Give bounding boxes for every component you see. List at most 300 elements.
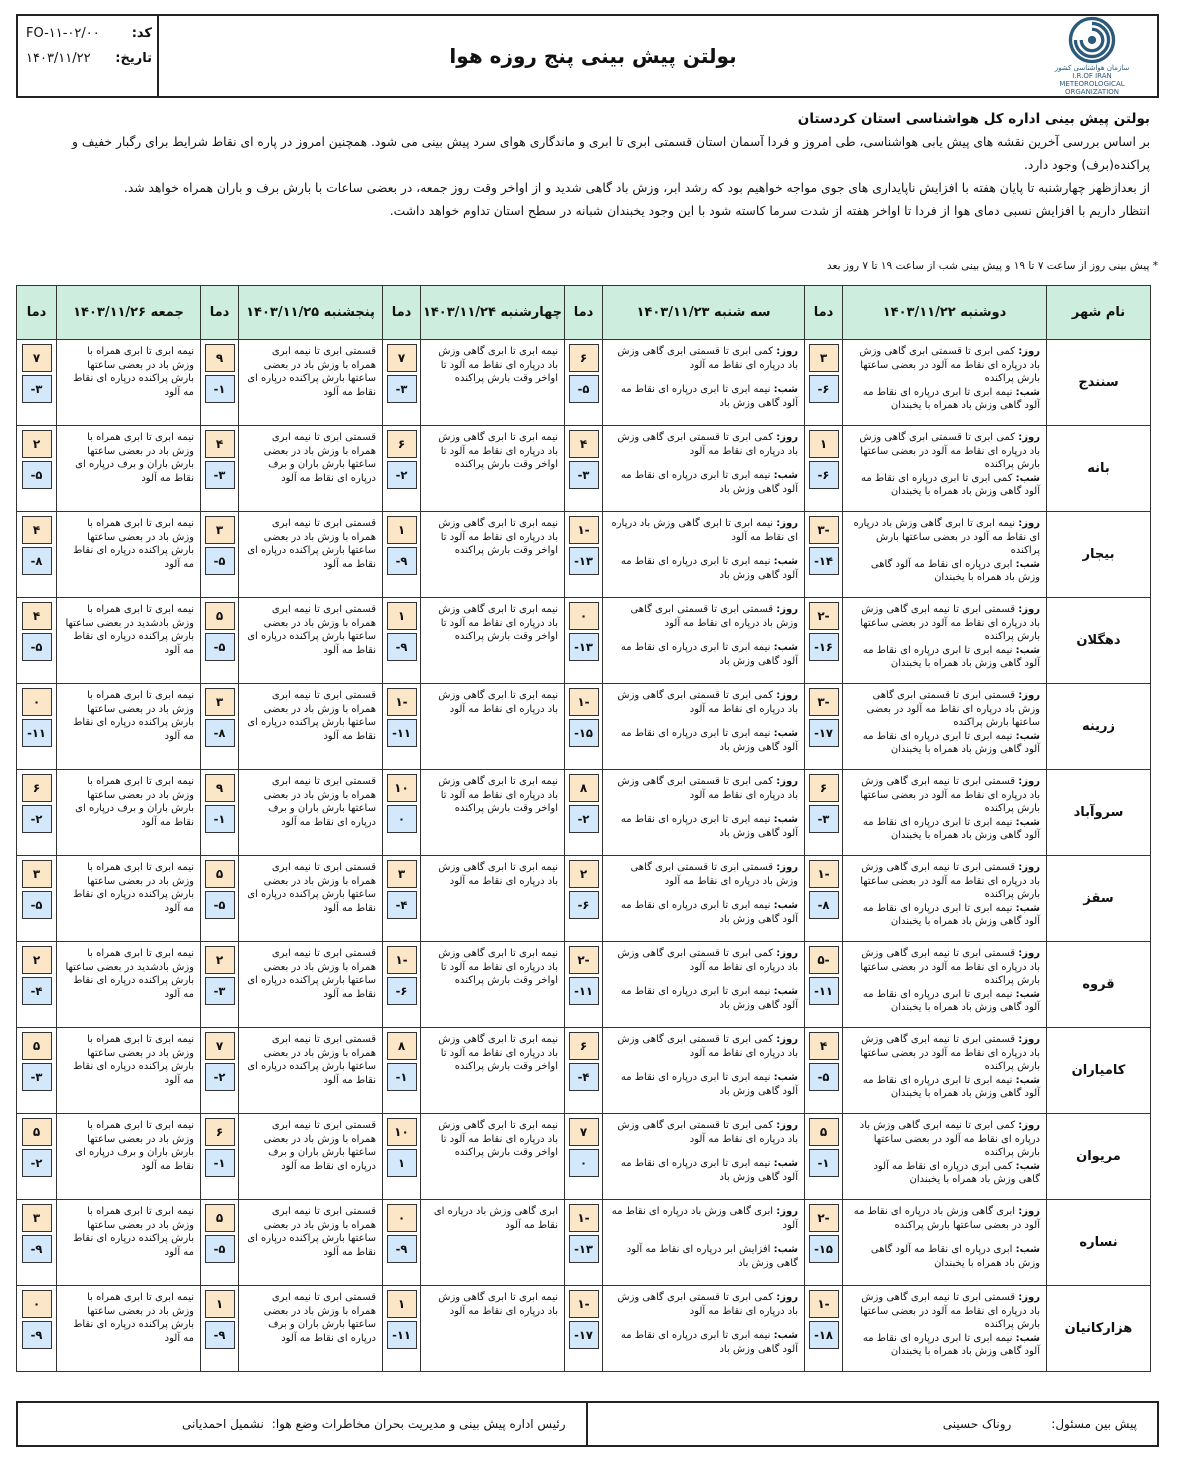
- night-label: شب:: [773, 814, 798, 825]
- intro-paragraph: از بعدازظهر چهارشنبه تا پایان هفته با افزایش ناپایداری های جوی مواجه خواهیم بود که رشد ابر، وزش باد گاهی شدید و از اواخر وقت روز جمعه، در بعضی ساعات با بارش برف و باران همراه خواهد شد.: [123, 181, 1150, 195]
- temperature-box: [569, 1118, 599, 1177]
- min-temperature: -۱۳: [569, 547, 599, 575]
- temperature-box: [205, 516, 235, 575]
- forecast-cell: نیمه ابری تا ابری گاهی وزش باد درپاره ای نقاط مه آلود: [421, 1286, 565, 1372]
- temperature-box: [569, 688, 599, 747]
- max-temperature: ۱: [809, 430, 839, 458]
- forecast-cell: ابری گاهی وزش باد درپاره ای نقاط مه آلود: [421, 1200, 565, 1286]
- forecast-cell: نیمه ابری تا ابری همراه با وزش باد در بعضی ساعتها بارش پراکنده درپاره ای نقاط مه آلود: [57, 1028, 201, 1114]
- max-temperature: ۷: [22, 344, 52, 372]
- max-temperature: ۱: [387, 1290, 417, 1318]
- day-label: روز:: [1018, 346, 1040, 357]
- column-header-day: دوشنبه ۱۴۰۳/۱۱/۲۲: [843, 286, 1047, 340]
- day-forecast-text: کمی ابری تا قسمتی ابری گاهی وزش باد درپاره ای نقاط مه آلود: [617, 1292, 798, 1317]
- night-forecast: [863, 817, 1040, 842]
- temperature-box: [22, 688, 52, 747]
- day-forecast-text: کمی ابری تا قسمتی ابری گاهی وزش باد درپاره ای نقاط مه آلود: [617, 690, 798, 715]
- night-forecast-text: افزایش ابر درپاره ای نقاط مه آلود گاهی وزش باد: [626, 1244, 798, 1269]
- temperature-cell: [201, 426, 239, 512]
- forecast-cell: قسمتی ابری تا نیمه ابری همراه با وزش باد در بعضی ساعتها بارش پراکنده درپاره ای نقاط مه آلود: [239, 684, 383, 770]
- temperature-cell: [17, 1286, 57, 1372]
- day-label: روز:: [1018, 1206, 1040, 1217]
- night-label: شب:: [1015, 988, 1040, 1000]
- temperature-box: [22, 1290, 52, 1349]
- forecast-cell: قسمتی ابری تا نیمه ابری همراه با وزش باد در بعضی ساعتها بارش باران و برف درپاره ای نقاط مه آلود: [239, 770, 383, 856]
- min-temperature: -۱۵: [569, 719, 599, 747]
- column-header-temp: دما: [565, 286, 603, 340]
- temperature-cell: [565, 1114, 603, 1200]
- temperature-cell: [201, 770, 239, 856]
- min-temperature: ۰: [569, 1149, 599, 1177]
- night-forecast: [863, 903, 1040, 928]
- min-temperature: -۱: [205, 805, 235, 833]
- min-temperature: -۱۴: [809, 547, 839, 575]
- night-label: شب:: [1015, 1160, 1040, 1172]
- min-temperature: -۳: [387, 375, 417, 403]
- max-temperature: -۱: [569, 1204, 599, 1232]
- min-temperature: -۵: [809, 1063, 839, 1091]
- max-temperature: ۵: [22, 1118, 52, 1146]
- temperature-box: [22, 774, 52, 833]
- column-header-city: نام شهر: [1047, 286, 1151, 340]
- temperature-box: [569, 516, 599, 575]
- temperature-box: [809, 516, 839, 575]
- column-header-temp: دما: [383, 286, 421, 340]
- max-temperature: ۳: [387, 860, 417, 888]
- date-label: تاریخ:: [115, 51, 152, 66]
- day-forecast: [849, 1291, 1040, 1332]
- temperature-box: [22, 1118, 52, 1177]
- temperature-cell: [383, 1028, 421, 1114]
- max-temperature: -۱: [809, 1290, 839, 1318]
- max-temperature: ۸: [569, 774, 599, 802]
- temperature-box: [569, 1204, 599, 1263]
- night-forecast-text: نیمه ابری تا ابری درپاره ای نقاط مه آلود گاهی وزش باد همراه با یخبندان: [862, 902, 1040, 927]
- temperature-cell: [805, 684, 843, 770]
- min-temperature: ۰: [387, 805, 417, 833]
- max-temperature: ۷: [205, 1032, 235, 1060]
- temperature-box: [569, 1032, 599, 1091]
- temperature-cell: [201, 942, 239, 1028]
- max-temperature: ۱: [387, 602, 417, 630]
- max-temperature: ۶: [569, 344, 599, 372]
- column-header-temp: دما: [17, 286, 57, 340]
- min-temperature: -۱۶: [809, 633, 839, 661]
- day-forecast-text: کمی ابری تا قسمتی ابری گاهی وزش باد درپاره ای نقاط مه آلود: [617, 1034, 798, 1059]
- temperature-box: [809, 430, 839, 489]
- max-temperature: ۳: [22, 1204, 52, 1232]
- max-temperature: ۰: [22, 1290, 52, 1318]
- day-label: روز:: [776, 1120, 798, 1131]
- min-temperature: -۵: [22, 461, 52, 489]
- temperature-box: [22, 1032, 52, 1091]
- temperature-box: [22, 602, 52, 661]
- max-temperature: -۵: [809, 946, 839, 974]
- day-forecast: [849, 517, 1040, 558]
- city-name: مریوان: [1047, 1114, 1151, 1200]
- forecast-cell: نیمه ابری تا ابری گاهی وزش باد درپاره ای نقاط مه آلود تا اواخر وقت بارش پراکنده: [421, 942, 565, 1028]
- night-forecast: [621, 470, 798, 495]
- day-forecast: [849, 603, 1040, 644]
- temperature-box: [809, 1204, 839, 1263]
- day-forecast-text: کمی ابری تا نیمه ابری گاهی وزش باد درپاره ای نقاط مه آلود در بعضی ساعتها بارش پراکنده: [859, 1120, 1040, 1158]
- bulletin-footer: [16, 1401, 1159, 1447]
- night-forecast: [621, 642, 798, 667]
- code-value: FO-۱۱-۰۲/۰۰: [26, 26, 100, 41]
- forecast-cell: [603, 426, 805, 512]
- min-temperature: -۱۳: [569, 1235, 599, 1263]
- forecast-time-note: * پیش بینی روز از ساعت ۷ تا ۱۹ و پیش بینی شب از ساعت ۱۹ تا ۷ روز بعد: [827, 260, 1158, 272]
- day-forecast-text: کمی ابری تا قسمتی ابری گاهی وزش باد درپاره ای نقاط مه آلود: [617, 1120, 798, 1145]
- night-label: شب:: [1015, 558, 1040, 570]
- max-temperature: ۲: [22, 946, 52, 974]
- forecast-cell: نیمه ابری تا ابری گاهی وزش باد درپاره ای نقاط مه آلود تا اواخر وقت بارش پراکنده: [421, 770, 565, 856]
- night-label: شب:: [773, 1330, 798, 1341]
- day-forecast-text: کمی ابری تا قسمتی ابری گاهی وزش باد درپاره ای نقاط مه آلود در بعضی ساعتها بارش پراکنده: [859, 432, 1040, 470]
- forecast-cell: نیمه ابری تا ابری گاهی وزش باد درپاره ای نقاط مه آلود تا اواخر وقت بارش پراکنده: [421, 598, 565, 684]
- temperature-box: [22, 344, 52, 403]
- forecast-cell: قسمتی ابری تا نیمه ابری همراه با وزش باد در بعضی ساعتها بارش باران و برف درپاره ای نقاط مه آلود: [239, 1114, 383, 1200]
- day-forecast: [849, 775, 1040, 816]
- day-forecast-text: قسمتی ابری تا نیمه ابری گاهی وزش باد درپاره ای نقاط مه آلود در بعضی ساعتها بارش پراکنده: [860, 1034, 1040, 1072]
- day-forecast-text: کمی ابری تا قسمتی ابری گاهی وزش باد درپاره ای نقاط مه آلود: [617, 776, 798, 801]
- max-temperature: ۵: [22, 1032, 52, 1060]
- temperature-box: [809, 1290, 839, 1349]
- temperature-cell: [383, 598, 421, 684]
- temperature-box: [205, 1118, 235, 1177]
- min-temperature: -۳: [205, 977, 235, 1005]
- temperature-cell: [383, 1286, 421, 1372]
- forecast-cell: نیمه ابری تا ابری گاهی وزش باد درپاره ای نقاط مه آلود تا اواخر وقت بارش پراکنده: [421, 340, 565, 426]
- day-forecast-text: قسمتی ابری تا نیمه ابری گاهی وزش باد درپاره ای نقاط مه آلود در بعضی ساعتها بارش پراکنده: [860, 862, 1040, 900]
- day-forecast: [849, 861, 1040, 902]
- day-label: روز:: [776, 1034, 798, 1045]
- column-header-temp: دما: [201, 286, 239, 340]
- max-temperature: -۱: [387, 946, 417, 974]
- min-temperature: -۳: [205, 461, 235, 489]
- day-forecast: [609, 603, 798, 641]
- night-forecast-text: نیمه ابری تا ابری درپاره ای نقاط مه آلود گاهی وزش باد همراه با یخبندان: [862, 1332, 1040, 1357]
- min-temperature: -۹: [387, 633, 417, 661]
- day-forecast-text: قسمتی ابری تا نیمه ابری گاهی وزش باد درپاره ای نقاط مه آلود در بعضی ساعتها بارش پراکنده: [860, 604, 1040, 642]
- forecast-cell: نیمه ابری تا ابری همراه با وزش باد در بعضی ساعتها بارش پراکنده درپاره ای نقاط مه آلود: [57, 856, 201, 942]
- max-temperature: ۵: [809, 1118, 839, 1146]
- day-label: روز:: [776, 862, 798, 873]
- day-forecast: [609, 1205, 798, 1243]
- night-forecast-text: نیمه ابری تا ابری درپاره ای نقاط مه آلود گاهی وزش باد همراه با یخبندان: [862, 644, 1040, 669]
- night-label: شب:: [773, 556, 798, 567]
- column-header-day: جمعه ۱۴۰۳/۱۱/۲۶: [57, 286, 201, 340]
- table-row: [17, 1114, 1151, 1200]
- min-temperature: -۵: [22, 891, 52, 919]
- temperature-box: [387, 688, 417, 747]
- bulletin-header: [16, 14, 1159, 98]
- temperature-box: [387, 1204, 417, 1263]
- temperature-box: [809, 946, 839, 1005]
- night-label: شب:: [1015, 644, 1040, 656]
- night-label: شب:: [1015, 472, 1040, 484]
- min-temperature: -۱۸: [809, 1321, 839, 1349]
- night-forecast: [621, 384, 798, 409]
- temperature-box: [387, 774, 417, 833]
- city-name: نساره: [1047, 1200, 1151, 1286]
- temperature-cell: [17, 340, 57, 426]
- temperature-cell: [805, 856, 843, 942]
- forecast-cell: نیمه ابری تا ابری همراه با وزش باد در بعضی ساعتها بارش باران و برف درپاره ای نقاط مه آلود: [57, 426, 201, 512]
- min-temperature: -۱۵: [809, 1235, 839, 1263]
- temperature-box: [205, 774, 235, 833]
- temperature-cell: [805, 1114, 843, 1200]
- temperature-box: [22, 946, 52, 1005]
- forecast-cell: قسمتی ابری تا نیمه ابری همراه با وزش باد در بعضی ساعتها بارش پراکنده درپاره ای نقاط مه آلود: [239, 598, 383, 684]
- column-header-temp: دما: [805, 286, 843, 340]
- min-temperature: -۱: [205, 375, 235, 403]
- night-forecast-text: نیمه ابری تا ابری درپاره ای نقاط مه آلود گاهی وزش باد همراه با یخبندان: [862, 988, 1040, 1013]
- night-forecast: [863, 1333, 1040, 1358]
- temperature-cell: [17, 684, 57, 770]
- max-temperature: ۴: [569, 430, 599, 458]
- max-temperature: ۱: [387, 516, 417, 544]
- temperature-cell: [383, 1200, 421, 1286]
- temperature-cell: [565, 684, 603, 770]
- temperature-cell: [805, 1200, 843, 1286]
- temperature-box: [387, 1118, 417, 1177]
- day-forecast-text: قسمتی ابری تا قسمتی ابری گاهی وزش باد درپاره ای نقاط مه آلود: [630, 604, 798, 629]
- forecast-cell: [603, 1200, 805, 1286]
- temperature-box: [569, 344, 599, 403]
- day-forecast-text: ابری گاهی وزش باد درپاره ای نقاط مه آلود: [611, 1206, 798, 1231]
- temperature-box: [205, 430, 235, 489]
- max-temperature: ۳: [22, 860, 52, 888]
- max-temperature: ۳: [809, 344, 839, 372]
- temperature-cell: [565, 1200, 603, 1286]
- max-temperature: -۲: [809, 1204, 839, 1232]
- forecast-cell: [603, 1114, 805, 1200]
- night-forecast-text: نیمه ابری تا ابری درپاره ای نقاط مه آلود گاهی وزش باد همراه با یخبندان: [862, 1074, 1040, 1099]
- day-label: روز:: [776, 1292, 798, 1303]
- forecast-cell: [843, 340, 1047, 426]
- city-name: زرینه: [1047, 684, 1151, 770]
- day-forecast: [609, 947, 798, 985]
- night-forecast-text: نیمه ابری تا ابری درپاره ای نقاط مه آلود گاهی وزش باد: [620, 1072, 798, 1097]
- temperature-cell: [805, 340, 843, 426]
- night-forecast: [863, 731, 1040, 756]
- forecaster-name: روناک حسینی: [942, 1417, 1012, 1431]
- forecast-cell: نیمه ابری تا ابری گاهی وزش باد درپاره ای نقاط مه آلود تا اواخر وقت بارش پراکنده: [421, 1028, 565, 1114]
- table-row: [17, 598, 1151, 684]
- night-label: شب:: [1015, 730, 1040, 742]
- max-temperature: ۴: [22, 516, 52, 544]
- temperature-cell: [17, 1028, 57, 1114]
- day-label: روز:: [1018, 948, 1040, 959]
- night-forecast-text: نیمه ابری تا ابری درپاره ای نقاط مه آلود گاهی وزش باد: [620, 642, 798, 667]
- night-label: شب:: [1015, 1074, 1040, 1086]
- temperature-cell: [201, 1028, 239, 1114]
- temperature-box: [22, 860, 52, 919]
- max-temperature: -۳: [809, 516, 839, 544]
- day-forecast: [609, 345, 798, 383]
- forecast-cell: [603, 856, 805, 942]
- night-label: شب:: [1015, 386, 1040, 398]
- temperature-cell: [565, 512, 603, 598]
- temperature-cell: [565, 340, 603, 426]
- day-forecast: [609, 1119, 798, 1157]
- forecast-cell: نیمه ابری تا ابری همراه با وزش باد در بعضی ساعتها بارش باران و برف درپاره ای نقاط مه آلود: [57, 1114, 201, 1200]
- min-temperature: -۳: [809, 805, 839, 833]
- intro-paragraph: بر اساس بررسی آخرین نقشه های پیش یابی هواشناسی، طی امروز و فردا آسمان استان قسمتی ابری تا ابری و ماندگاری هوای سرد پیش بینی می شود. همچنین امروز در پاره ای نقاط شرایط برای رگبار خفیف و پراکنده(برف) وجود دارد.: [72, 135, 1150, 172]
- forecast-cell: نیمه ابری تا ابری همراه با وزش باد در بعضی ساعتها بارش پراکنده درپاره ای نقاط مه آلود: [57, 684, 201, 770]
- max-temperature: ۲: [569, 860, 599, 888]
- logo-line: METEOROLOGICAL: [1059, 80, 1125, 88]
- night-label: شب:: [773, 1072, 798, 1083]
- temperature-cell: [805, 598, 843, 684]
- night-forecast-text: نیمه ابری تا ابری درپاره ای نقاط مه آلود گاهی وزش باد: [620, 470, 798, 495]
- bulletin-intro: [28, 108, 1150, 223]
- temperature-box: [809, 344, 839, 403]
- max-temperature: -۱: [569, 516, 599, 544]
- day-forecast: [849, 947, 1040, 988]
- temperature-cell: [17, 1200, 57, 1286]
- max-temperature: -۱: [809, 860, 839, 888]
- forecast-cell: قسمتی ابری تا نیمه ابری همراه با وزش باد در بعضی ساعتها بارش پراکنده درپاره ای نقاط مه آلود: [239, 512, 383, 598]
- max-temperature: ۰: [569, 602, 599, 630]
- table-row: [17, 856, 1151, 942]
- min-temperature: -۲: [22, 1149, 52, 1177]
- min-temperature: -۸: [22, 547, 52, 575]
- temperature-cell: [565, 598, 603, 684]
- max-temperature: ۳: [205, 688, 235, 716]
- max-temperature: ۰: [387, 1204, 417, 1232]
- day-forecast-text: قسمتی ابری تا قسمتی ابری گاهی وزش باد درپاره ای نقاط مه آلود در بعضی ساعتها بارش پراکنده: [866, 690, 1040, 728]
- max-temperature: ۶: [205, 1118, 235, 1146]
- day-label: روز:: [776, 346, 798, 357]
- table-row: [17, 684, 1151, 770]
- min-temperature: -۵: [569, 375, 599, 403]
- min-temperature: -۱: [809, 1149, 839, 1177]
- temperature-cell: [805, 512, 843, 598]
- min-temperature: -۴: [22, 977, 52, 1005]
- min-temperature: -۱۷: [809, 719, 839, 747]
- night-forecast: [621, 986, 798, 1011]
- forecast-cell: [843, 856, 1047, 942]
- night-label: شب:: [1015, 902, 1040, 914]
- temperature-box: [387, 946, 417, 1005]
- night-label: شب:: [773, 900, 798, 911]
- min-temperature: -۱: [387, 1063, 417, 1091]
- day-forecast: [849, 1205, 1040, 1243]
- min-temperature: -۹: [387, 547, 417, 575]
- temperature-box: [205, 1204, 235, 1263]
- min-temperature: -۱۱: [809, 977, 839, 1005]
- max-temperature: ۹: [205, 344, 235, 372]
- max-temperature: ۶: [569, 1032, 599, 1060]
- forecast-cell: نیمه ابری تا ابری گاهی وزش باد درپاره ای نقاط مه آلود تا اواخر وقت بارش پراکنده: [421, 426, 565, 512]
- temperature-box: [809, 1118, 839, 1177]
- night-label: شب:: [773, 1158, 798, 1169]
- city-name: هزارکانیان: [1047, 1286, 1151, 1372]
- min-temperature: -۱: [205, 1149, 235, 1177]
- night-forecast: [863, 989, 1040, 1014]
- forecast-cell: [843, 598, 1047, 684]
- day-label: روز:: [776, 776, 798, 787]
- code-label: کد:: [131, 26, 152, 41]
- day-forecast: [609, 775, 798, 813]
- day-forecast-text: کمی ابری تا قسمتی ابری گاهی وزش باد درپاره ای نقاط مه آلود: [617, 948, 798, 973]
- temperature-box: [387, 602, 417, 661]
- forecast-cell: قسمتی ابری تا نیمه ابری همراه با وزش باد در بعضی ساعتها بارش پراکنده درپاره ای نقاط مه آلود: [239, 1200, 383, 1286]
- day-label: روز:: [776, 690, 798, 701]
- meteorological-organization-logo-icon: [1063, 16, 1121, 64]
- max-temperature: ۱۰: [387, 774, 417, 802]
- forecast-cell: نیمه ابری تا ابری گاهی وزش باد درپاره ای نقاط مه آلود تا اواخر وقت بارش پراکنده: [421, 512, 565, 598]
- day-forecast: [609, 1291, 798, 1329]
- min-temperature: -۹: [22, 1235, 52, 1263]
- table-row: [17, 426, 1151, 512]
- day-forecast: [849, 431, 1040, 472]
- min-temperature: -۲: [205, 1063, 235, 1091]
- day-label: روز:: [1018, 690, 1040, 701]
- city-name: سنندج: [1047, 340, 1151, 426]
- day-forecast-text: کمی ابری تا قسمتی ابری گاهی وزش باد درپاره ای نقاط مه آلود: [617, 346, 798, 371]
- night-forecast: [621, 900, 798, 925]
- forecast-cell: [603, 1286, 805, 1372]
- min-temperature: -۲: [569, 805, 599, 833]
- day-forecast-text: نیمه ابری تا ابری گاهی وزش باد درپاره ای نقاط مه آلود: [611, 518, 798, 543]
- min-temperature: -۱۱: [22, 719, 52, 747]
- min-temperature: ۱: [387, 1149, 417, 1177]
- night-forecast: [621, 1072, 798, 1097]
- forecast-cell: [843, 512, 1047, 598]
- day-label: روز:: [776, 432, 798, 443]
- temperature-cell: [17, 512, 57, 598]
- forecaster-signature: [588, 1403, 1158, 1445]
- forecast-cell: [603, 512, 805, 598]
- forecast-table-body: [17, 340, 1151, 1372]
- min-temperature: -۸: [809, 891, 839, 919]
- forecast-cell: [603, 340, 805, 426]
- temperature-box: [809, 1032, 839, 1091]
- table-row: [17, 340, 1151, 426]
- forecast-cell: قسمتی ابری تا نیمه ابری همراه با وزش باد در بعضی ساعتها بارش پراکنده درپاره ای نقاط مه آلود: [239, 942, 383, 1028]
- forecast-cell: قسمتی ابری تا نیمه ابری همراه با وزش باد در بعضی ساعتها بارش باران و برف درپاره ای نقاط مه آلود: [239, 1286, 383, 1372]
- day-forecast: [609, 689, 798, 727]
- day-label: روز:: [776, 1206, 798, 1217]
- temperature-box: [809, 602, 839, 661]
- table-row: [17, 512, 1151, 598]
- temperature-cell: [17, 426, 57, 512]
- night-forecast-text: نیمه ابری تا ابری درپاره ای نقاط مه آلود گاهی وزش باد همراه با یخبندان: [862, 816, 1040, 841]
- min-temperature: -۶: [569, 891, 599, 919]
- night-forecast: [873, 1161, 1040, 1186]
- forecast-table: [16, 285, 1151, 1372]
- day-forecast-text: ابری گاهی وزش باد درپاره ای نقاط مه آلود در بعضی ساعتها بارش پراکنده: [853, 1206, 1040, 1231]
- temperature-cell: [383, 770, 421, 856]
- forecast-cell: نیمه ابری تا ابری همراه با وزش باد در بعضی ساعتها بارش پراکنده درپاره ای نقاط مه آلود: [57, 340, 201, 426]
- max-temperature: -۲: [809, 602, 839, 630]
- temperature-box: [205, 1290, 235, 1349]
- night-forecast: [621, 814, 798, 839]
- night-forecast-text: کمی ابری تا ابری درپاره ای نقاط مه آلود گاهی وزش باد همراه با یخبندان: [860, 472, 1040, 497]
- forecast-cell: [843, 426, 1047, 512]
- max-temperature: ۵: [205, 860, 235, 888]
- logo: [1027, 16, 1157, 96]
- forecaster-label: پیش بین مسئول:: [1051, 1417, 1137, 1431]
- forecast-cell: [603, 598, 805, 684]
- temperature-box: [809, 860, 839, 919]
- min-temperature: -۳: [569, 461, 599, 489]
- max-temperature: ۴: [205, 430, 235, 458]
- city-name: دهگلان: [1047, 598, 1151, 684]
